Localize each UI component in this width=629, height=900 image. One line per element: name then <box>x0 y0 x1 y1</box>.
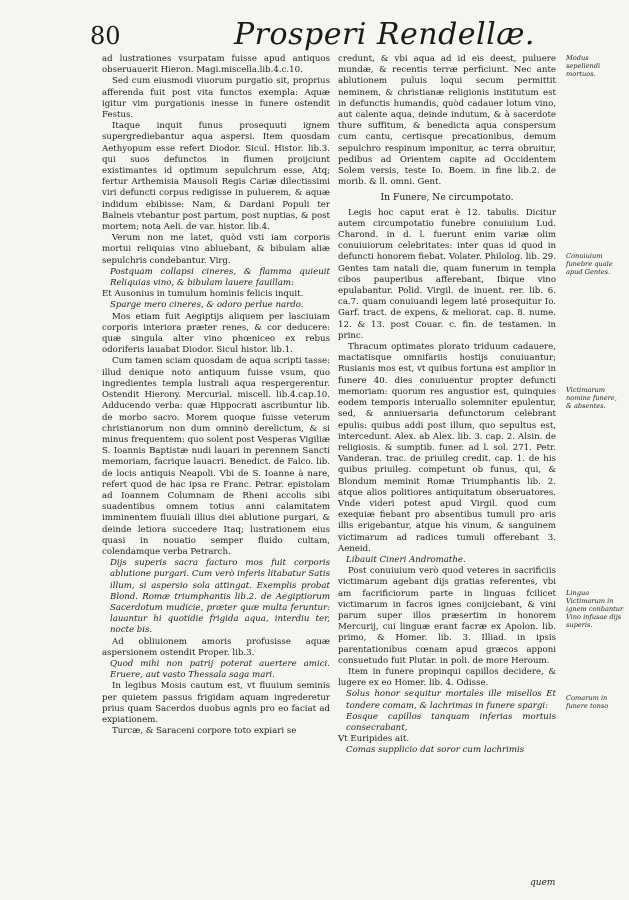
verse-quote: Dijs superis sacra facturo mos fuit corporis ablutione purgari. Cum verò inferis litabatur Satis illum, si aspersio sola attingat. Exemplis probat Blond. Romæ triumphantis lib.2. de Aegiptiorum Sacerdotum mudicie, præter quæ multa feruntur: lauantur hi quotidie frigida aqua, interdiu ter, nocte bis. <box>110 558 330 636</box>
paragraph: ad lustrationes vsurpatam fuisse apud antiquos obseruauerit Hieron. Magi.miscella.lib.4.c.10. <box>102 54 330 76</box>
paragraph: Post conuiuium verò quod veteres in sacrificiis victimarum agebant dijs gratias referentes, vbi am facrificiorum parte in linguas fcilicet victimarum in facros ignes conijciebant, & vini parum super illos præsertim in honorem Mercurij, cui linguæ erant facræ ex Apolon. lib. primo, & Homer. lib. 3. Illiad. in ipsis parentationibus cœnam apud græcos apponi consuetudo fuit Plutar. in poli. de more Heroum. <box>338 566 556 666</box>
paragraph: Legis hoc caput erat è 12. tabulis. Dicitur autem circumpotatio funebre conuiuium Lud. Charond. in d. l. fuerunt enim variæ olim conuiuiorum celebritates: inter quas id quod in defuncti honorem fiebat. Volater. Philolog. lib. 29. Gentes tam natali die, quam funerum in templa cibos pauperibus afferebant, Ibique vino epulabantur. Polid. Virgil. de inuent. rer. lib. 6. ca.7. quam conuiuandi legem laté prosequitur Io. Garf. tract. de expens, & meliorat. cap. 8. nume. 12. & 13. post Couar. c. fin. de testamen. in princ. <box>338 207 556 341</box>
page-header <box>0 14 629 54</box>
page-number: 80 <box>90 22 121 50</box>
section-heading: In Funere, Ne circumpotato. <box>380 192 514 204</box>
paragraph: Itaque inquit funus prosequuti ignem supergrediebantur aqua aspersi. Item quosdam Aethyopum esse refert Diodor. Sicul. Histor. lib.3. qui suos defunctos in flumen proijciunt existimantes id optimum sepulchrum esse, Atq; fertur Arthemisia Mausoli Regis Cariæ dilectissimi viri defuncti corpus redigisse in puluerem, & aquæ indidum ebibisse: Nam, & Dardani Populi ter Balneis vtebantur post partum, post nuptias, & post mortem; nota Aeli. de var. histor. lib.4. <box>102 121 330 233</box>
paragraph: Et Ausonius in tumulum hominis felicis inquit. <box>102 289 304 300</box>
verse-quote: Solus honor sequitur mortales ille misellos Et tondere comam, & lachrimas in funere spargi: <box>346 689 556 711</box>
paragraph: credunt, & vbi aqua ad id eis deest, puluere mundæ, & recentis terræ perficiunt. Nec ante ablutionem puluis loqui secum permittit neminem, & christianæ religionis institutum est in defunctis humandis, quòd cadauer lotum vino, aut calente aqua, deinde indutum, & à sacerdote thure suffitum, & benedicta aqua conspersum cum cantu, certisque precationibus, demum sepulchro respinum imponitur, ac terra obruitur, pedibus ad Orientem capite ad Occidentem Solem versis, teste Io. Boem. in fine lib.2. de morib. & ll. omni. Gent. <box>338 54 556 188</box>
paragraph: Verum non me latet, quòd vsti iam corporis mortui reliquias vino abluebant, & bibulam aliæ sepulchris condebantur. Virg. <box>102 233 330 266</box>
running-title: Prosperi Rendellæ. <box>234 17 535 52</box>
margin-note: Modus sepeliendi mortuos. <box>566 54 601 78</box>
left-text-column <box>102 54 330 737</box>
verse-quote: Libauit Cineri Andromathe. <box>346 554 466 565</box>
paragraph: Turcæ, & Saraceni corpore toto expiari se <box>112 726 297 737</box>
paragraph: Vt Euripides ait. <box>338 734 410 745</box>
paragraph: In legibus Mosis cautum est, vt fluuium seminis per quietem passus frigidam aquam ingrederetur prius quam Sacerdos duobus agnis pro eo faciat ad expiationem. <box>102 681 330 725</box>
right-text-column <box>338 54 556 757</box>
margin-note: Conuiuium funebre quale apud Gentes. <box>566 252 613 276</box>
margin-note: Victimarum nomine funere, & absentes. <box>566 386 617 410</box>
paragraph: Thracum optimates plorato triduum cadauere, mactatisque omnifariis hostijs conuiuantur; Rusianis mos est, vt quibus fortuna est amplior in funere 40. dies conuiuentur propter defuncti memoriam: quorum res angustior est, quinquies eodem temporis interuallo solemniter epulentur, sed, & anniuersaria defunctorum celebrant epulis: quibus addi post illum, quo sepultus est, intercedunt. Alex. ab Alex. lib. 3. cap. 2. Alsin. de religiosis. & sumptib. funer. ad l. sol. 271. Petr. Vanderan. trac. de priuileg credit. cap. 1. de his quibus priuileg. competunt ob funus, qui, & Blondum meminit Romæ Triumphantis lib. 2. atque alios politiores antiquitatum obseruatores. Vnde videri potest apud Virgil. quod cum exequiæ fiebant pro absentibus tumuli pro aris illis erigebantur, atque his vinum, & sanguinem victimarum ad radices tumuli offerebant 3. Aeneid. <box>338 342 556 554</box>
paragraph: Cum tamen sciam quosdam de aqua scripti tasse: illud denique noto antiquum fuisse vsum, quo ingredientes templa lustrali aqua respergerentur. Ostendit Hierony. Mercurial. miscell. lib.4.cap.10. Adducendo verba: quæ Hippocrati ascribuntur lib. de morbo sacro. Morem quoque fuisse veterum christianorum non dum omninò derelictum, & si minus frequentem: quo solent post Vesperas Vigiliæ S. Ioannis Baptistæ nudi lauari in perennem Sancti memoriam, facrique lauacri. Benedict. de Falco. lib. de locis antiquis Neapoli. Vbi de S. Ioanne à nare, refert quod de hac ipsa re Franc. Petrar. epistolam ad Ioannem Columnam de Rheni accolis sibi suadentibus omnem totius anni calamitatem imminentem fluuiali illius diei ablutione purgari, & deinde letiora succedere Itaq; lustrationem eius quasi in nouatio semper fluido cultam, colendamque verba Petrarch. <box>102 356 330 557</box>
catchword: quem <box>530 878 556 888</box>
verse-quote: Postquam collapsi cineres, & flamma quieuit Reliquias vino, & bibulam lauere fauillam: <box>110 266 330 289</box>
paragraph: Mos etiam fuit Aegiptijs aliquem per lasciuiam corporis interiora præter renes, & cor deducere: quæ singula alter vino phœniceo ex rebus odoriferis lauabat Diodor. Sicul histor. lib.1. <box>102 311 330 356</box>
paragraph: Item in funere propinqui capillos decidere, & lugere ex eo Homer. lib. 4. Odisse. <box>338 666 556 689</box>
verse-quote: Comas supplicio dat soror cum lachrimis <box>346 745 525 756</box>
paragraph: Ad obliuionem amoris profusisse aquæ aspersionem ostendit Proper. lib.3. <box>102 636 330 658</box>
verse-quote: Eosque capillos tanquam inferias mortuis consecrabant, <box>346 711 556 733</box>
paragraph: Sed cum eiusmodi viuorum purgatio sit, proprius afferenda fuit post vita functos exempla: Aquæ igitur vim purgationis inesse in funere ostendit Festus. <box>102 76 330 121</box>
margin-note: Lingua Victimarum in ignem conbantur Vino infusae dijs superis. <box>566 589 624 629</box>
margin-note: Comarum in funere tonso <box>566 694 609 710</box>
verse-quote: Sparge mero cineres, & odoro perlue nardo. <box>110 300 304 311</box>
verse-quote: Quod mihi non patrij poterat auertere amici. Eruere, aut vasto Thessala saga mari. <box>110 658 330 681</box>
